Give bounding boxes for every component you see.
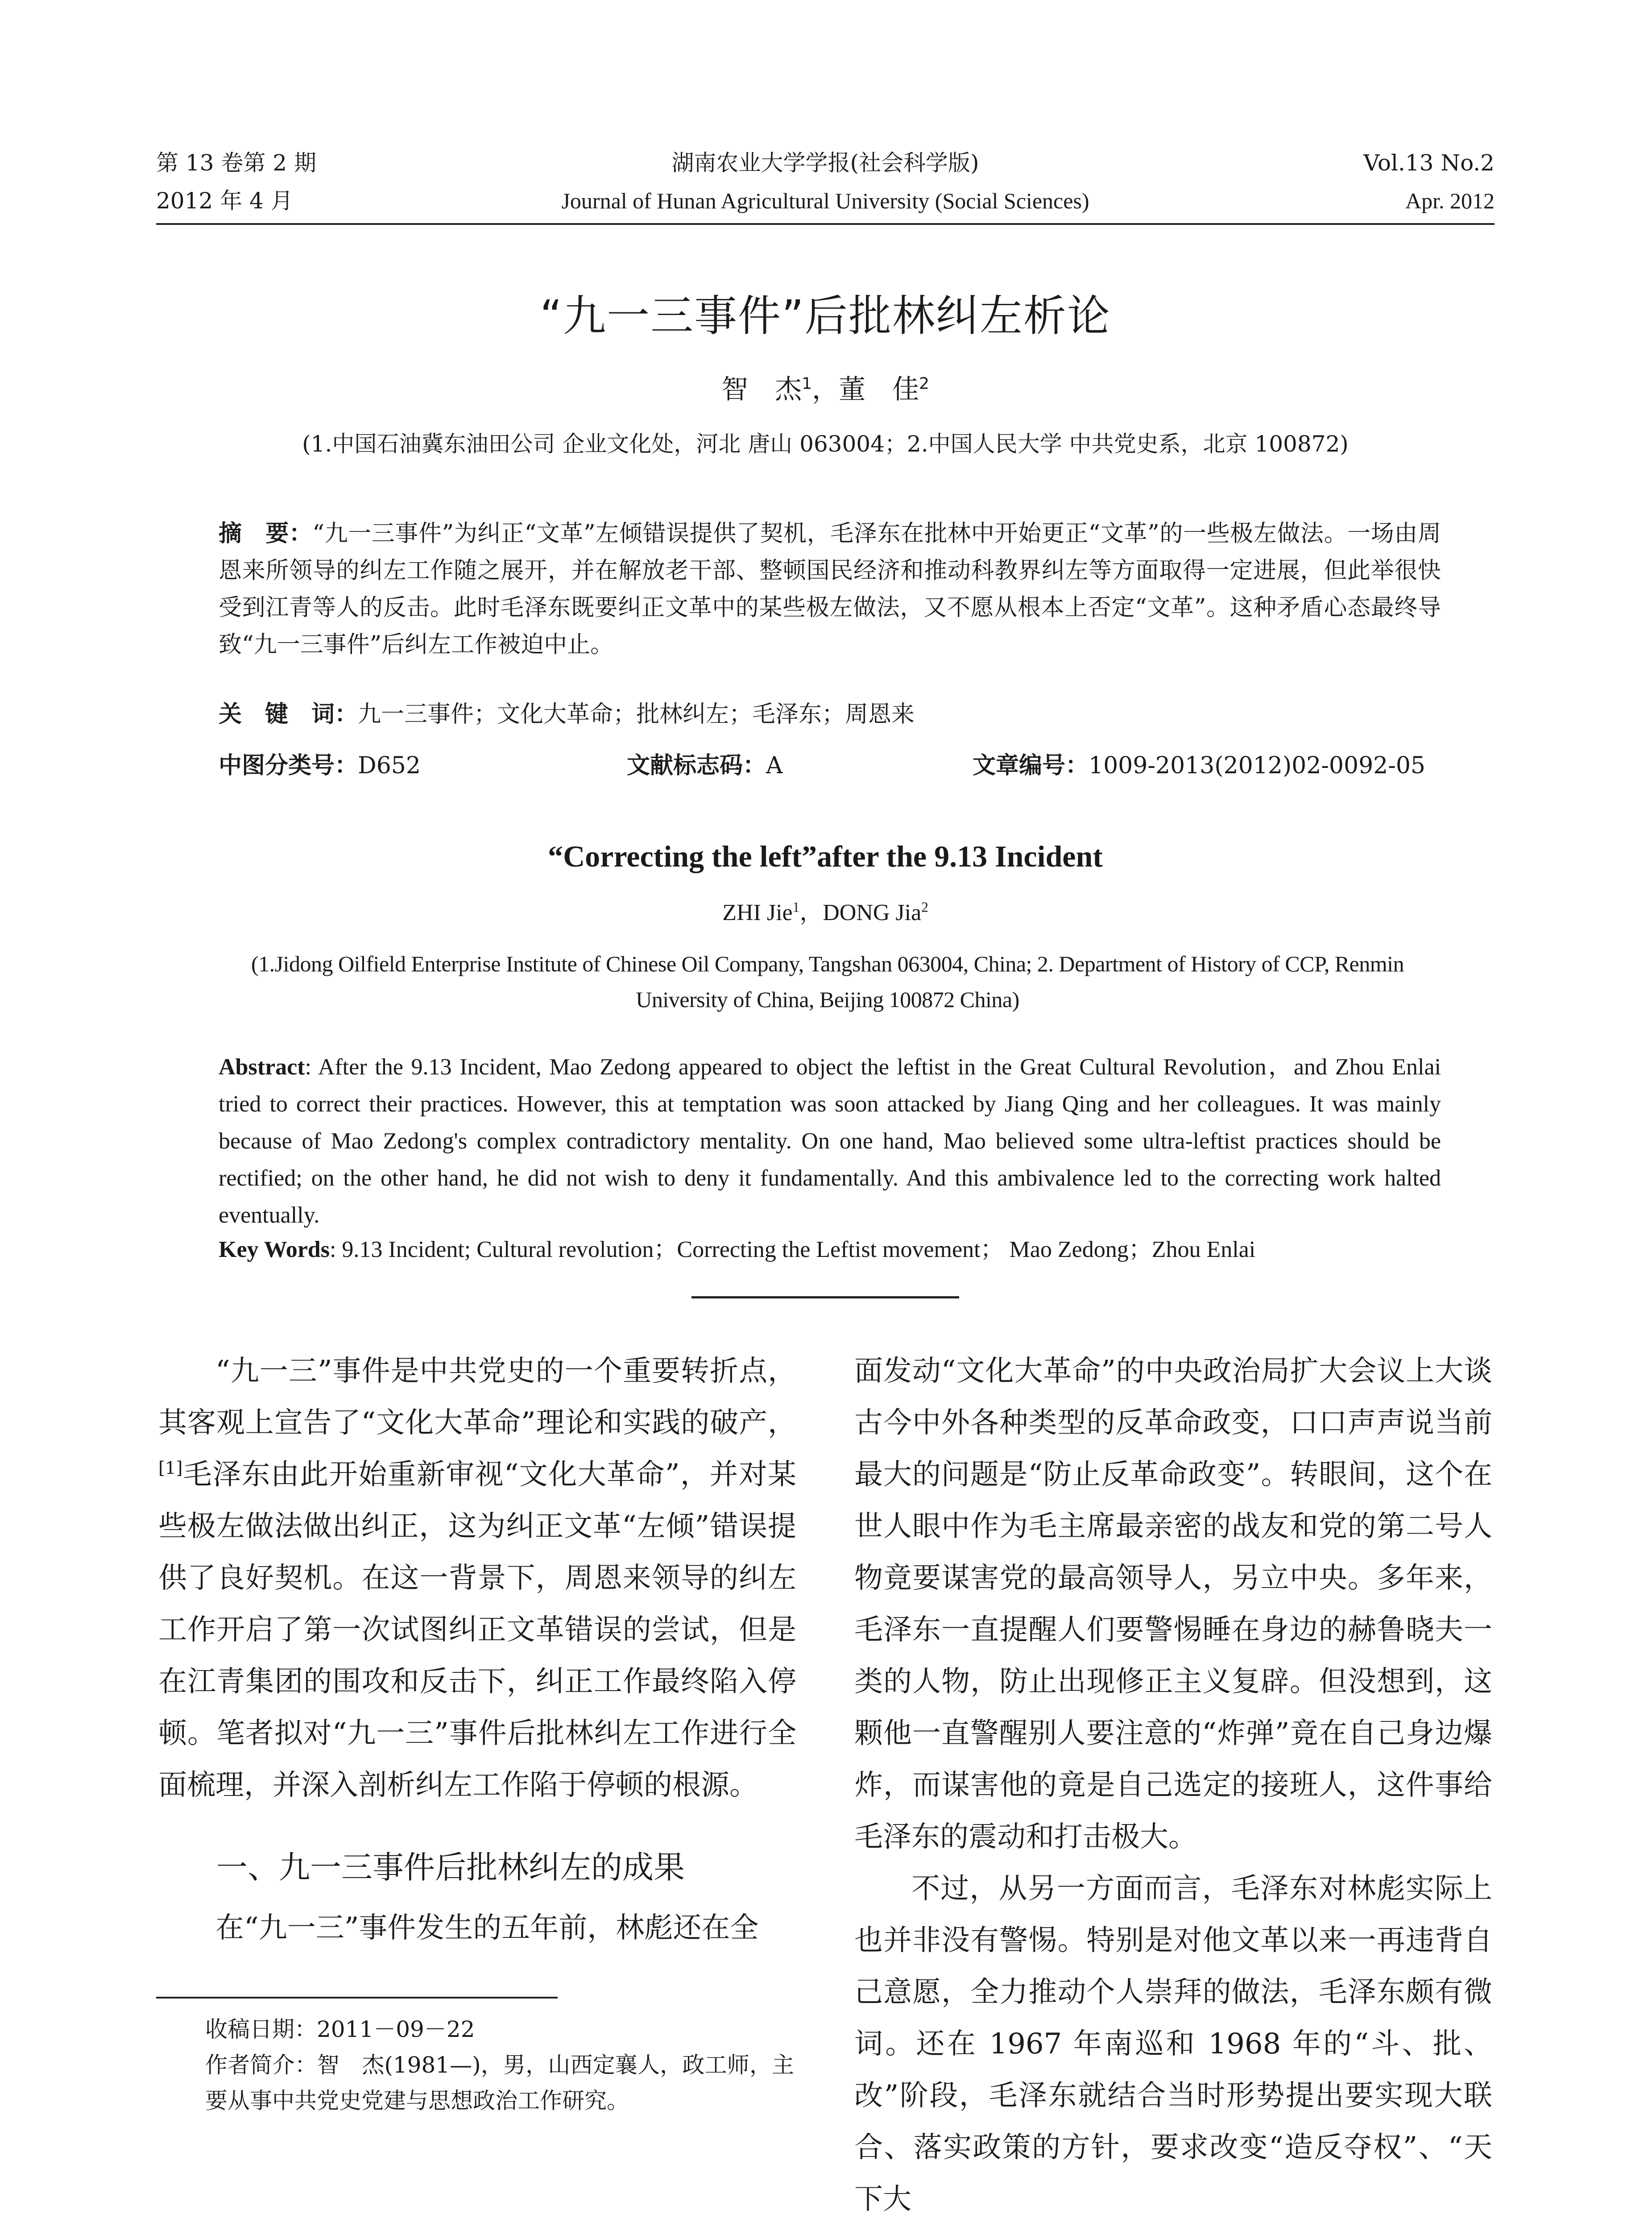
body-paragraph-1-a: “九一三”事件是中共党史的一个重要转折点，其客观上宣告了“文化大革命”理论和实践的破产， bbox=[158, 1355, 796, 1439]
article-number-value: 1009-2013(2012)02-0092-05 bbox=[1089, 752, 1425, 779]
clc-number bbox=[219, 754, 421, 777]
body-paragraph-1 bbox=[158, 1345, 796, 1811]
abstract-cn-text: “九一三事件”为纠正“文革”左倾错误提供了契机，毛泽东在批林中开始更正“文革”的一些极左做法。一场由周恩来所领导的纠左工作随之展开，并在解放老干部、整顿国民经济和推动科教界纠左等方面取得一定进展，但此举很快受到江青等人的反击。此时毛泽东既要纠正文革中的某些极左做法，又不愿从根本上否定“文革”。这种矛盾心态最终导致“九一三事件”后纠左工作被迫中止。 bbox=[219, 520, 1441, 658]
header-date-cn: 2012 年 4 月 bbox=[156, 188, 293, 214]
abstract-en-label: Abstract bbox=[219, 1054, 305, 1080]
abstract-cn-label: 摘 要： bbox=[219, 520, 313, 547]
header-journal-cn: 湖南农业大学学报(社会科学版) bbox=[671, 150, 979, 176]
authors-en bbox=[156, 901, 1495, 925]
article-title-cn: “九一三事件”后批林纠左析论 bbox=[540, 291, 1111, 341]
body-paragraph-3: 面发动“文化大革命”的中央政治局扩大会议上大谈古今中外各种类型的反革命政变，口口声声说当前最大的问题是“防止反革命政变”。转眼间，这个在世人眼中作为毛主席最亲密的战友和党的第二号人物竟要谋害党的最高领导人，另立中央。多年来，毛泽东一直提醒人们要警惕睡在身边的赫鲁晓夫一类的人物，防止出现修正主义复辟。但没想到，这颗他一直警醒别人要注意的“炸弹”竟在自己身边爆炸，而谋害他的竟是自己选定的接班人，这件事给毛泽东的震动和打击极大。 bbox=[854, 1355, 1492, 1854]
author-1-en-sup: 1 bbox=[792, 899, 800, 915]
footnote bbox=[161, 2011, 794, 2119]
header-date-en: Apr. 2012 bbox=[1405, 188, 1495, 213]
clc-value: D652 bbox=[358, 752, 421, 779]
keywords-cn bbox=[219, 696, 1441, 733]
abstract-en-text: : After the 9.13 Incident, Mao Zedong appeared to object the leftist in the Great Cultural Revolution，and Zhou Enlai tried to correct their practices. However, this at temptation was soon attacked by Jiang Qing and her colleagues. It was mainly because of Mao Zedong's complex contradictory mentality. On one hand, Mao believed some ultra-leftist practices should be rectified; on the other hand, he did not wish to deny it fundamentally. And this ambivalence led to the correcting work halted eventually. bbox=[219, 1054, 1441, 1228]
document-code bbox=[627, 754, 783, 777]
body-left-column bbox=[158, 1345, 796, 1811]
citation-ref-1: [1] bbox=[158, 1458, 183, 1478]
footnote-author-bio: 作者简介：智 杰(1981—)，男，山西定襄人，政工师，主要从事中共党史党建与思想政治工作研究。 bbox=[205, 2052, 794, 2114]
abstract-end-rule bbox=[691, 1296, 959, 1298]
header-vol-no: Vol.13 No.2 bbox=[1363, 150, 1495, 176]
affiliation-cn: (1.中国石油冀东油田公司 企业文化处，河北 唐山 063004；2.中国人民大学 中共党史系，北京 100872) bbox=[302, 431, 1349, 457]
keywords-en-text: : 9.13 Incident; Cultural revolution；Correcting the Leftist movement； Mao Zedong；Zhou Enlai bbox=[329, 1237, 1256, 1262]
footnote-rule bbox=[156, 1997, 558, 1999]
body-paragraph-4: 不过，从另一方面而言，毛泽东对林彪实际上也并非没有警惕。特别是对他文革以来一再违背自己意愿，全力推动个人崇拜的做法，毛泽东颇有微词。还在 1967 年南巡和 1968 年的“斗、批、改”阶段，毛泽东就结合当时形势提出要实现大联合、落实政策的方针，要求改变“造反夺权”、“天下大 bbox=[854, 1872, 1492, 2216]
header-volume-issue: 第 13 卷第 2 期 bbox=[156, 150, 317, 176]
author-1-sup: 1 bbox=[802, 374, 812, 393]
authors-cn bbox=[156, 376, 1495, 403]
clc-label: 中图分类号： bbox=[219, 752, 358, 779]
doc-code-value: A bbox=[766, 752, 783, 779]
author-en-separator: ， bbox=[799, 900, 823, 925]
body-paragraph-1-b: 毛泽东由此开始重新审视“文化大革命”，并对某些极左做法做出纠正，这为纠正文革“左倾”错误提供了良好契机。在这一背景下，周恩来领导的纠左工作开启了第一次试图纠正文革错误的尝试，但是在江青集团的围攻和反击下，纠正工作最终陷入停顿。笔者拟对“九一三”事件后批林纠左工作进行全面梳理，并深入剖析纠左工作陷于停顿的根源。 bbox=[158, 1458, 796, 1802]
article-number bbox=[973, 754, 1425, 777]
author-1-cn: 智 杰 bbox=[721, 374, 802, 405]
abstract-cn bbox=[219, 515, 1441, 663]
body-left-column-cont bbox=[158, 1902, 796, 1954]
article-title-en: “Correcting the left”after the 9.13 Incident bbox=[548, 839, 1103, 873]
keywords-cn-label: 关 键 词： bbox=[219, 701, 358, 728]
keywords-en bbox=[219, 1238, 1441, 1261]
doc-code-label: 文献标志码： bbox=[627, 752, 766, 779]
author-2-sup: 2 bbox=[919, 374, 929, 393]
author-2-cn: 董 佳 bbox=[839, 374, 919, 405]
footnote-received: 收稿日期：2011－09－22 bbox=[205, 2016, 475, 2042]
keywords-en-label: Key Words bbox=[219, 1237, 330, 1262]
author-2-en-sup: 2 bbox=[921, 899, 928, 915]
author-separator: ， bbox=[812, 374, 839, 405]
author-1-en: ZHI Jie bbox=[722, 900, 793, 925]
header-rule bbox=[156, 223, 1495, 225]
keywords-cn-text: 九一三事件；文化大革命；批林纠左；毛泽东；周恩来 bbox=[358, 701, 915, 728]
body-right-column bbox=[854, 1345, 1492, 2225]
section-heading-1: 一、九一三事件后批林纠左的成果 bbox=[216, 1849, 685, 1886]
author-2-en: DONG Jia bbox=[823, 900, 922, 925]
body-paragraph-2: 在“九一三”事件发生的五年前，林彪还在全 bbox=[215, 1912, 759, 1945]
header-journal-en: Journal of Hunan Agricultural University (Social Sciences) bbox=[561, 188, 1089, 213]
article-number-label: 文章编号： bbox=[973, 752, 1089, 779]
affiliation-en: (1.Jidong Oilfield Enterprise Institute of Chinese Oil Company, Tangshan 063004, China; 2. Department of History of CCP, Renmin University of China, Beijing 100872 China) bbox=[251, 951, 1404, 1012]
abstract-en bbox=[219, 1049, 1441, 1234]
